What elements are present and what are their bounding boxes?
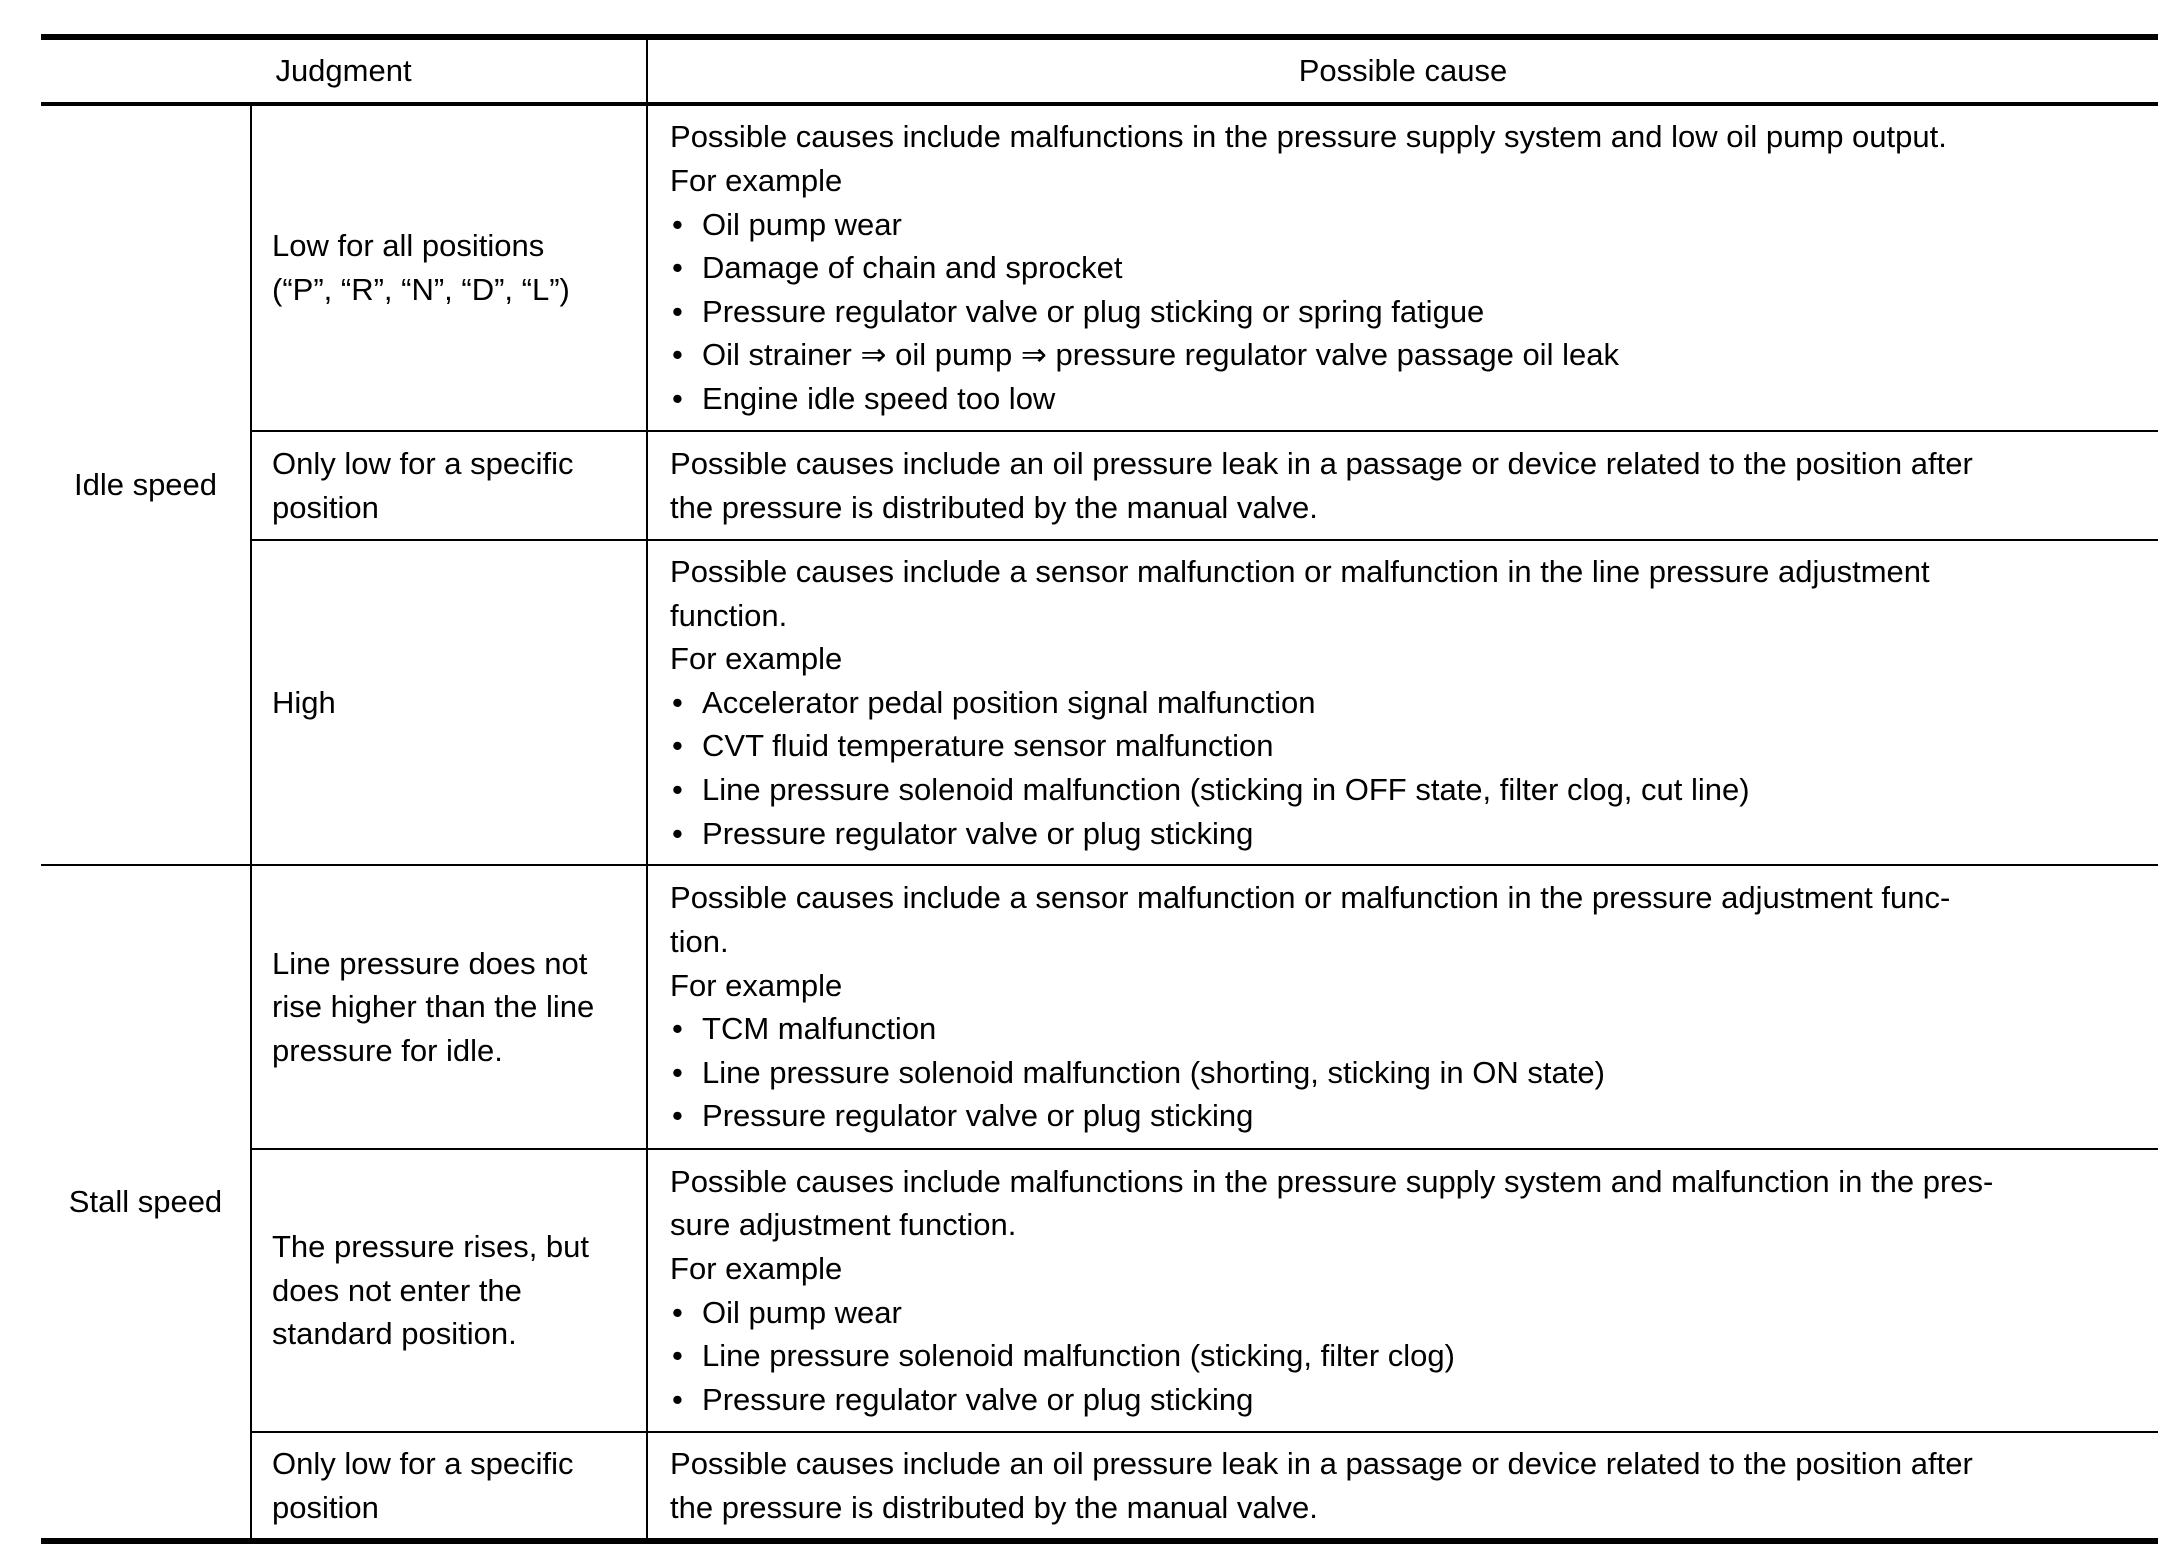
- list-item: [670, 333, 2148, 377]
- judgment-line: Line pressure does not: [272, 945, 588, 981]
- example-list: [670, 681, 2148, 855]
- bullet-icon: •: [672, 206, 683, 242]
- judgment-cell: [251, 104, 647, 431]
- list-item: [670, 681, 2148, 725]
- judgment-cell: [251, 1149, 647, 1432]
- bullet-icon: •: [672, 337, 683, 373]
- judgment-line: High: [272, 684, 336, 720]
- list-item-text: Pressure regulator valve or plug sticking: [702, 815, 1254, 851]
- table-row: [41, 865, 2158, 1149]
- judgment-line: rise higher than the line: [272, 989, 595, 1025]
- judgment-line: Only low for a specific: [272, 1446, 574, 1482]
- bullet-icon: •: [672, 380, 683, 416]
- judgment-cell: [251, 865, 647, 1149]
- cause-line: function.: [670, 597, 788, 633]
- bullet-icon: •: [672, 684, 683, 720]
- judgment-line: Only low for a specific: [272, 445, 574, 481]
- bullet-icon: •: [672, 1054, 683, 1090]
- bullet-icon: •: [672, 250, 683, 286]
- judgment-cell: [251, 1432, 647, 1541]
- list-item-text: Line pressure solenoid malfunction (sticking, filter clog): [702, 1338, 1455, 1374]
- list-item: [670, 246, 2148, 290]
- cause-cell: [647, 1432, 2158, 1541]
- judgment-cell: [251, 540, 647, 865]
- judgment-line: standard position.: [272, 1316, 517, 1352]
- list-item-text: Oil strainer ⇒ oil pump ⇒ pressure regulator valve passage oil leak: [702, 337, 1619, 373]
- bullet-icon: •: [672, 1338, 683, 1374]
- list-item: [670, 1378, 2148, 1422]
- list-item: [670, 377, 2148, 421]
- table-row: [41, 1149, 2158, 1432]
- bullet-icon: •: [672, 815, 683, 851]
- list-item-text: Line pressure solenoid malfunction (sticking in OFF state, filter clog, cut line): [702, 771, 1750, 807]
- cause-line: Possible causes include an oil pressure leak in a passage or device related to the position after: [670, 445, 1973, 481]
- judgment-cell: [251, 431, 647, 540]
- list-item-text: TCM malfunction: [702, 1011, 937, 1047]
- table-row: [41, 431, 2158, 540]
- list-item: [670, 812, 2148, 856]
- cause-line: For example: [670, 967, 843, 1003]
- list-item: [670, 1094, 2148, 1138]
- category-cell: Idle speed: [41, 104, 251, 865]
- cause-cell: [647, 431, 2158, 540]
- list-item: [670, 1291, 2148, 1335]
- list-item: [670, 1051, 2148, 1095]
- judgment-line: (“P”, “R”, “N”, “D”, “L”): [272, 272, 570, 307]
- list-item-text: Oil pump wear: [702, 206, 902, 242]
- header-judgment: Judgment: [41, 37, 647, 104]
- judgment-line: position: [272, 489, 379, 525]
- cause-line: Possible causes include malfunctions in the pressure supply system and low oil pump output.: [670, 119, 1947, 155]
- bullet-icon: •: [672, 1294, 683, 1330]
- cause-line: the pressure is distributed by the manual valve.: [670, 489, 1318, 525]
- judgment-line: The pressure rises, but: [272, 1229, 590, 1265]
- cause-line: Possible causes include a sensor malfunction or malfunction in the pressure adjustment func-: [670, 880, 1951, 916]
- example-list: [670, 1291, 2148, 1422]
- list-item: [670, 768, 2148, 812]
- cause-line: Possible causes include an oil pressure leak in a passage or device related to the position after: [670, 1446, 1973, 1482]
- table-row: [41, 540, 2158, 865]
- list-item: [670, 203, 2148, 247]
- list-item: [670, 290, 2148, 334]
- category-cell: Stall speed: [41, 865, 251, 1541]
- bullet-icon: •: [672, 1098, 683, 1134]
- cause-cell: [647, 865, 2158, 1149]
- cause-line: Possible causes include malfunctions in the pressure supply system and malfunction in the pres-: [670, 1163, 1994, 1199]
- cause-cell: [647, 540, 2158, 865]
- list-item-text: Accelerator pedal position signal malfunction: [702, 684, 1316, 720]
- example-list: [670, 1007, 2148, 1138]
- list-item-text: Line pressure solenoid malfunction (shorting, sticking in ON state): [702, 1054, 1605, 1090]
- list-item-text: Oil pump wear: [702, 1294, 902, 1330]
- list-item-text: Pressure regulator valve or plug sticking: [702, 1098, 1254, 1134]
- list-item-text: Pressure regulator valve or plug sticking or spring fatigue: [702, 293, 1485, 329]
- judgment-line: does not enter the: [272, 1272, 522, 1308]
- cause-cell: [647, 1149, 2158, 1432]
- list-item: [670, 1007, 2148, 1051]
- cause-line: tion.: [670, 923, 729, 959]
- bullet-icon: •: [672, 293, 683, 329]
- list-item-text: Pressure regulator valve or plug sticking: [702, 1381, 1254, 1417]
- bullet-icon: •: [672, 728, 683, 764]
- bullet-icon: •: [672, 1011, 683, 1047]
- judgment-line: position: [272, 1489, 379, 1525]
- judgment-line: pressure for idle.: [272, 1032, 503, 1068]
- table-row: [41, 104, 2158, 431]
- cause-cell: [647, 104, 2158, 431]
- list-item-text: Damage of chain and sprocket: [702, 250, 1123, 286]
- bullet-icon: •: [672, 771, 683, 807]
- cause-line: For example: [670, 641, 843, 677]
- table-row: [41, 1432, 2158, 1541]
- header-row: [41, 37, 2158, 104]
- cause-line: sure adjustment function.: [670, 1207, 1017, 1243]
- judgment-line: Low for all positions: [272, 228, 545, 264]
- list-item-text: Engine idle speed too low: [702, 380, 1056, 416]
- list-item-text: CVT fluid temperature sensor malfunction: [702, 728, 1274, 764]
- bullet-icon: •: [672, 1381, 683, 1417]
- diagnosis-table: [41, 34, 2158, 1544]
- header-possible-cause: Possible cause: [647, 37, 2158, 104]
- list-item: [670, 724, 2148, 768]
- list-item: [670, 1334, 2148, 1378]
- cause-line: the pressure is distributed by the manual valve.: [670, 1489, 1318, 1525]
- example-list: [670, 203, 2148, 421]
- cause-line: Possible causes include a sensor malfunction or malfunction in the line pressure adjustment: [670, 554, 1930, 589]
- cause-line: For example: [670, 1251, 843, 1287]
- cause-line: For example: [670, 163, 843, 199]
